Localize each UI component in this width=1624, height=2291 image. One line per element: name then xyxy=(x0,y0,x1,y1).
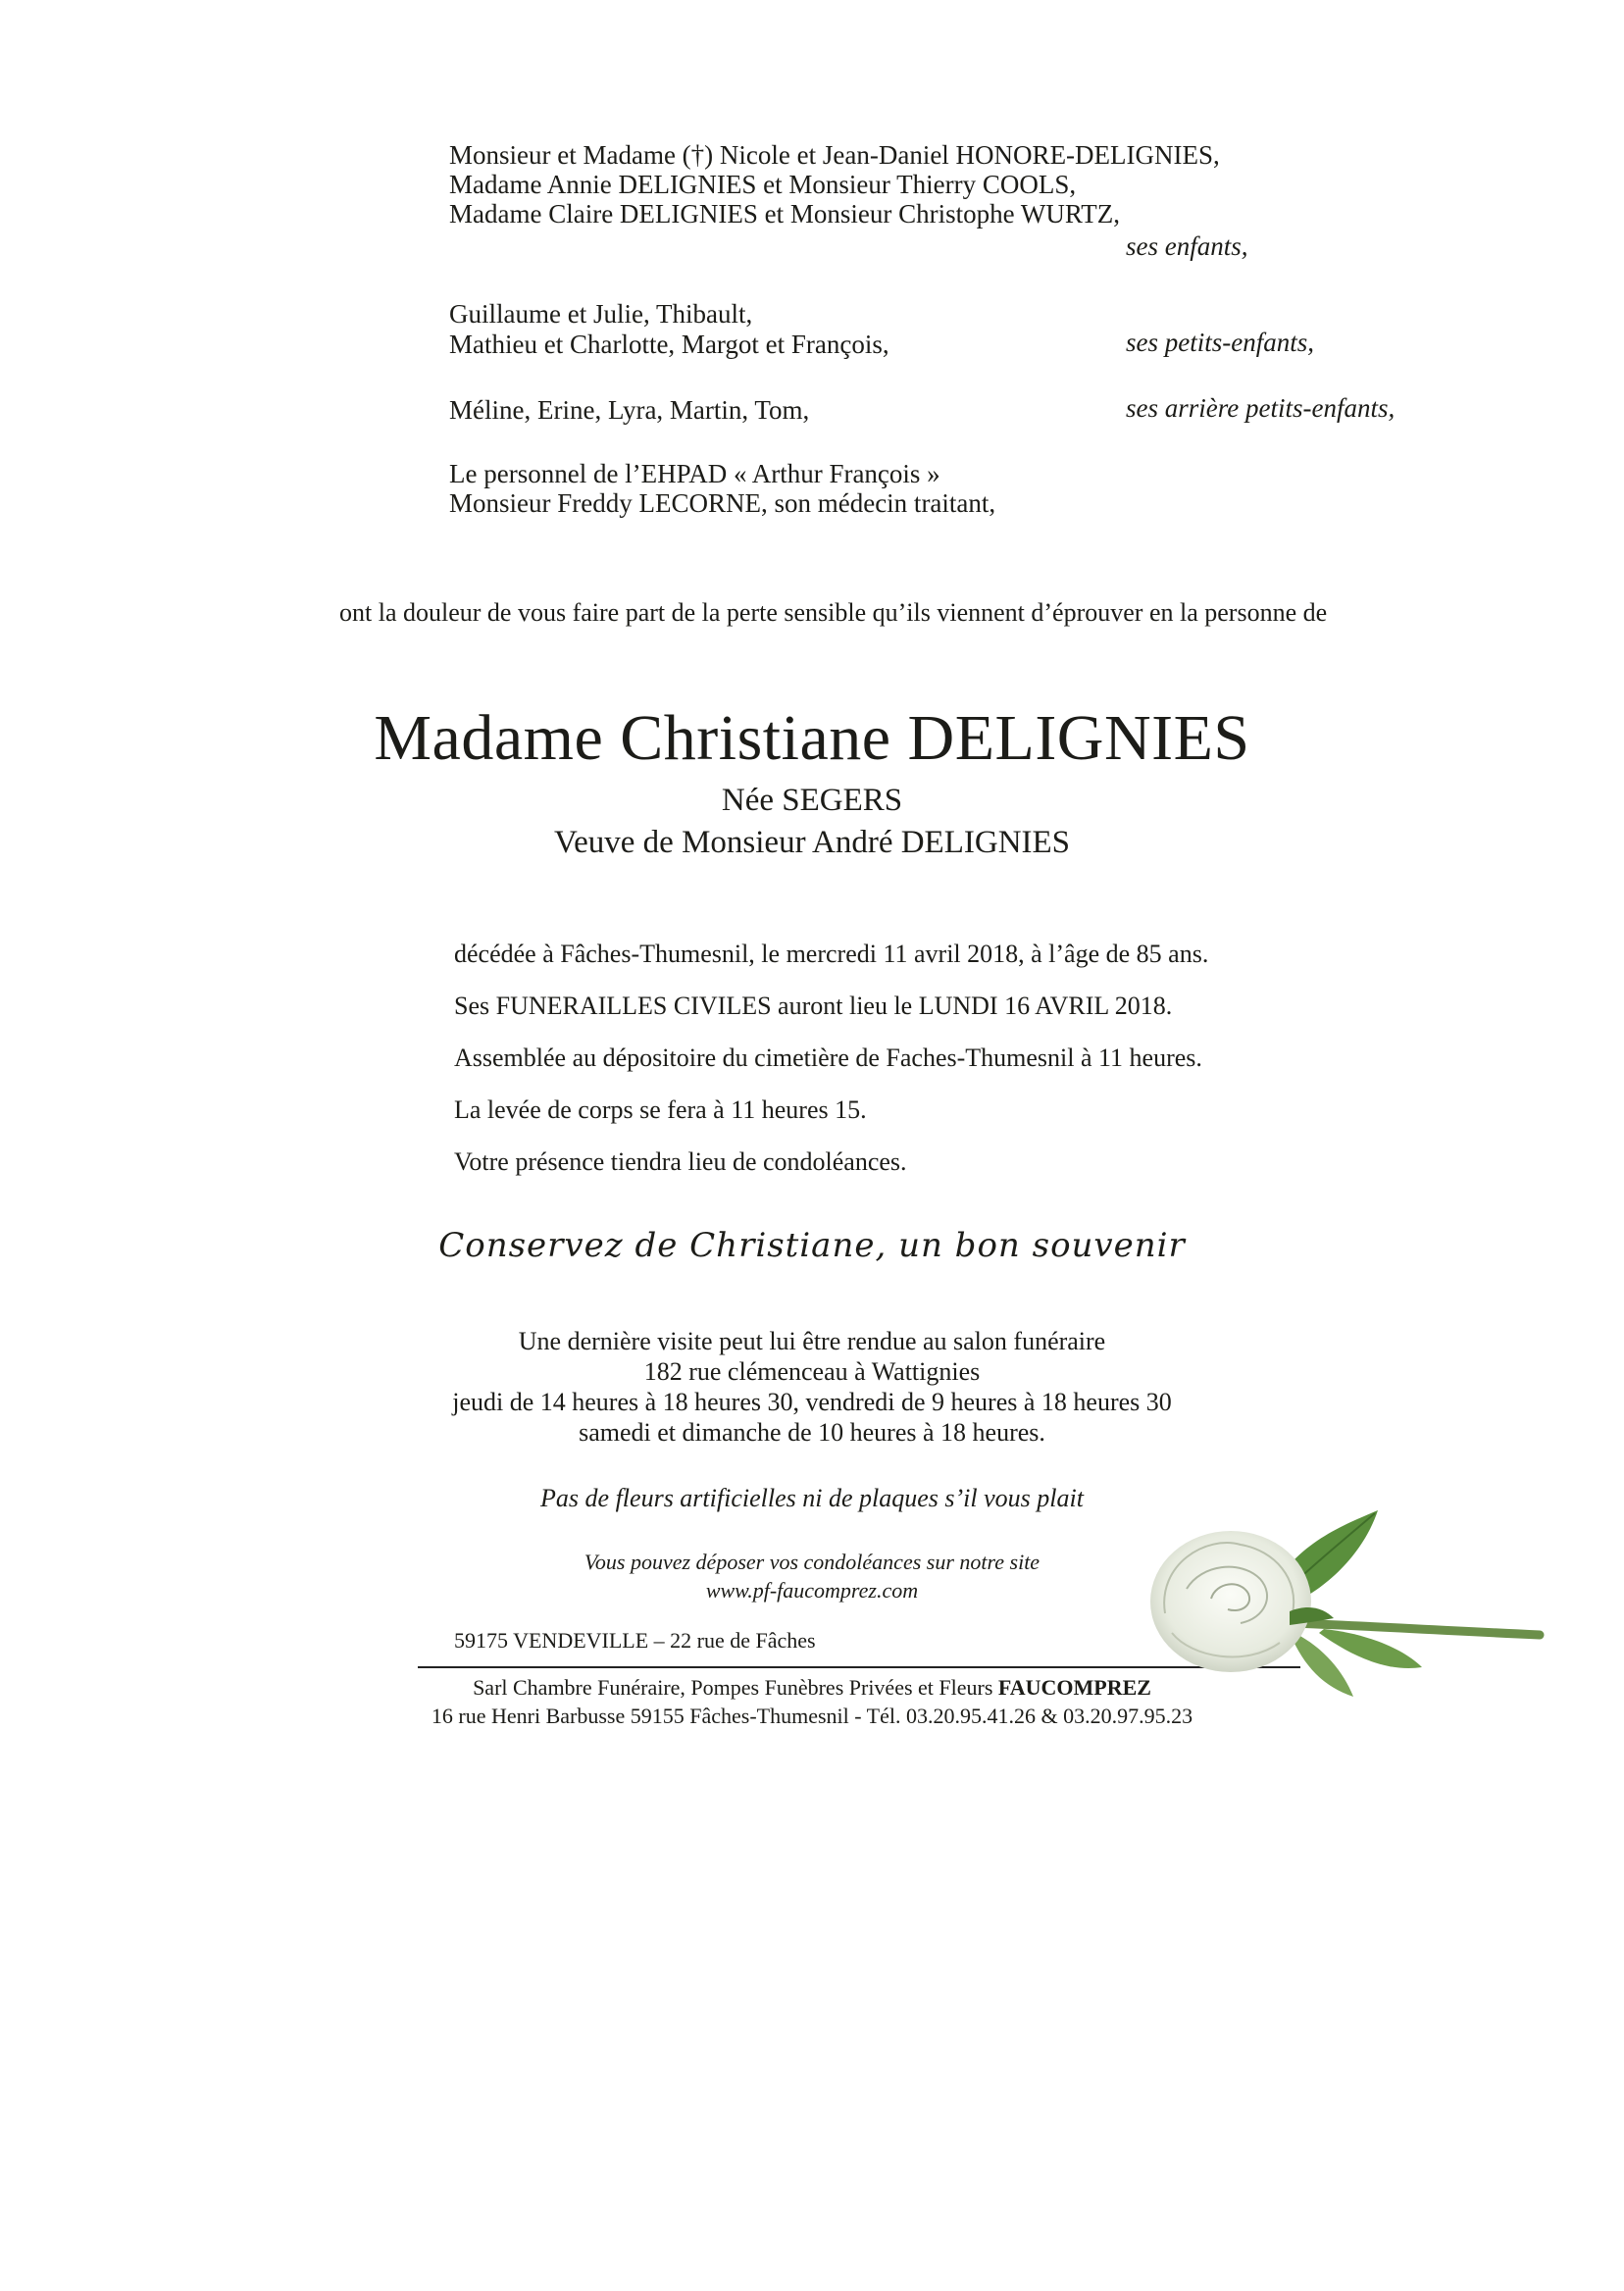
deceased-widow-of: Veuve de Monsieur André DELIGNIES xyxy=(553,825,1071,860)
family-children-line-1: Monsieur et Madame (†) Nicole et Jean-Daniel HONORE-DELIGNIES, xyxy=(449,140,1220,170)
family-children-line-2: Madame Annie DELIGNIES et Monsieur Thierry COOLS, xyxy=(449,170,1077,199)
family-great-grandchildren: Méline, Erine, Lyra, Martin, Tom, xyxy=(449,395,810,425)
role-children: ses enfants, xyxy=(1126,231,1248,261)
visit-line-1: Une dernière visite peut lui être rendue au salon funéraire xyxy=(518,1327,1106,1355)
address-line: 59175 VENDEVILLE – 22 rue de Fâches xyxy=(454,1628,816,1653)
detail-death: décédée à Fâches-Thumesnil, le mercredi 11 avril 2018, à l’âge de 85 ans. xyxy=(454,940,1209,968)
visit-line-2: 182 rue clémenceau à Wattignies xyxy=(643,1357,981,1386)
family-others-line-1: Le personnel de l’EHPAD « Arthur François » xyxy=(449,459,940,488)
visit-line-3: jeudi de 14 heures à 18 heures 30, vendredi de 9 heures à 18 heures 30 xyxy=(452,1388,1172,1416)
family-others-line-2: Monsieur Freddy LECORNE, son médecin traitant, xyxy=(449,488,996,518)
flowers-note: Pas de fleurs artificielles ni de plaques s’il vous plait xyxy=(540,1484,1084,1512)
visit-line-4: samedi et dimanche de 10 heures à 18 heures. xyxy=(579,1418,1045,1447)
remembrance-line: Conservez de Christiane, un bon souvenir xyxy=(438,1226,1186,1265)
condolences-url[interactable]: www.pf-faucomprez.com xyxy=(705,1578,919,1603)
footer-contact: 16 rue Henri Barbusse 59155 Fâches-Thumesnil - Tél. 03.20.95.41.26 & 03.20.97.95.23 xyxy=(431,1704,1193,1728)
detail-funeral: Ses FUNERAILLES CIVILES auront lieu le LUNDI 16 AVRIL 2018. xyxy=(454,992,1173,1020)
detail-condolences: Votre présence tiendra lieu de condoléances. xyxy=(454,1147,907,1176)
white-rose-icon xyxy=(1118,1486,1549,1721)
deceased-name: Madame Christiane DELIGNIES xyxy=(374,702,1250,774)
footer-company-name: FAUCOMPREZ xyxy=(997,1675,1151,1700)
announcement-text: ont la douleur de vous faire part de la perte sensible qu’ils viennent d’éprouver en la personne de xyxy=(339,598,1328,627)
deceased-maiden-name: Née SEGERS xyxy=(721,783,903,818)
footer-company-prefix: Sarl Chambre Funéraire, Pompes Funèbres Privées et Fleurs xyxy=(473,1675,993,1700)
family-grandchildren-line-1: Guillaume et Julie, Thibault, xyxy=(449,299,753,329)
family-grandchildren-line-2: Mathieu et Charlotte, Margot et François, xyxy=(449,330,889,359)
family-children-line-3: Madame Claire DELIGNIES et Monsieur Christophe WURTZ, xyxy=(449,199,1120,229)
condolences-line: Vous pouvez déposer vos condoléances sur notre site xyxy=(584,1550,1040,1574)
detail-assembly: Assemblée au dépositoire du cimetière de Faches-Thumesnil à 11 heures. xyxy=(454,1044,1202,1072)
role-great-grandchildren: ses arrière petits-enfants, xyxy=(1126,393,1396,423)
detail-levee: La levée de corps se fera à 11 heures 15. xyxy=(454,1095,867,1124)
role-grandchildren: ses petits-enfants, xyxy=(1126,328,1314,357)
